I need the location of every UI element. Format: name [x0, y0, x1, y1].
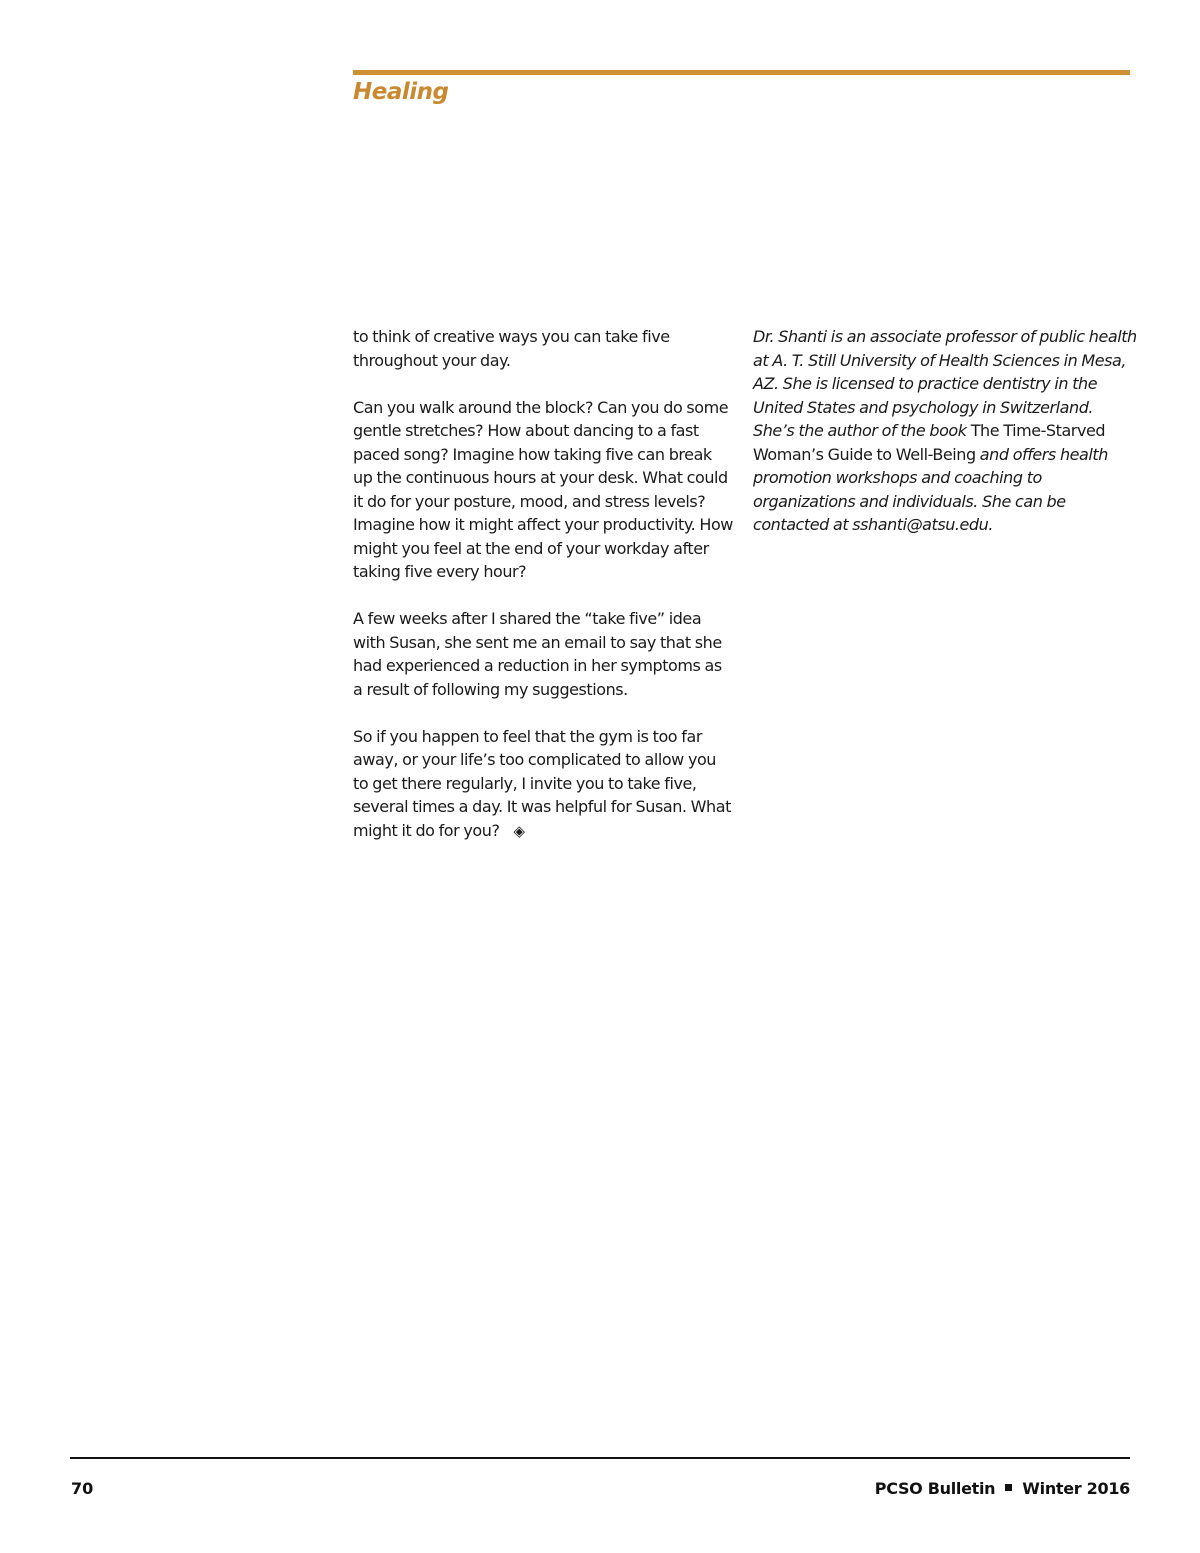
article-paragraph-final [353, 725, 733, 844]
issue-date: Winter 2016 [1022, 1479, 1130, 1498]
diamond-end-mark-icon: ◈ [513, 821, 525, 840]
article-paragraph: A few weeks after I shared the “take five” idea with Susan, she sent me an email to say that she had experienced a reduction in her symptoms as a result of following my suggestions. [353, 609, 722, 699]
author-bio-text: Dr. Shanti is an associate professor of public health at A. T. Still University of Health Sciences in Mesa, AZ. She is licensed to practice dentistry in the United States and psychology in Switzerland. She’s the author of the book [753, 327, 1137, 440]
publication-footer [875, 1479, 1130, 1498]
section-title: Healing [353, 79, 449, 105]
book-title: The Time-Starved Woman’s Guide to Well-Being [753, 421, 1106, 464]
footer-rule [70, 1457, 1130, 1459]
author-bio-text-continued: and offers health promotion workshops and coaching to organizations and individuals. She can be contacted at sshanti@atsu.edu. [753, 444, 1108, 534]
square-separator-icon [1005, 1484, 1012, 1491]
article-body-column [353, 325, 733, 867]
article-paragraph: Can you walk around the block? Can you do some gentle stretches? How about dancing to a fast paced song? Imagine how taking five can break up the continuous hours at your desk. What could it do for your posture, mood, and stress levels? Imagine how it might affect your productivity. How might you feel at the end of your workday after taking five every hour? [353, 397, 733, 581]
publication-name: PCSO Bulletin [874, 1479, 996, 1498]
article-paragraph-text: So if you happen to feel that the gym is too far away, or your life’s too complicated to allow you to get there regularly, I invite you to take five, several times a day. It was helpful for Susan. What might it do for you? [353, 726, 731, 840]
section-header-rule [353, 70, 1130, 75]
author-bio [753, 325, 1138, 537]
page-number: 70 [71, 1479, 94, 1498]
author-bio-column [753, 325, 1138, 560]
article-paragraph: to think of creative ways you can take five throughout your day. [353, 327, 670, 370]
